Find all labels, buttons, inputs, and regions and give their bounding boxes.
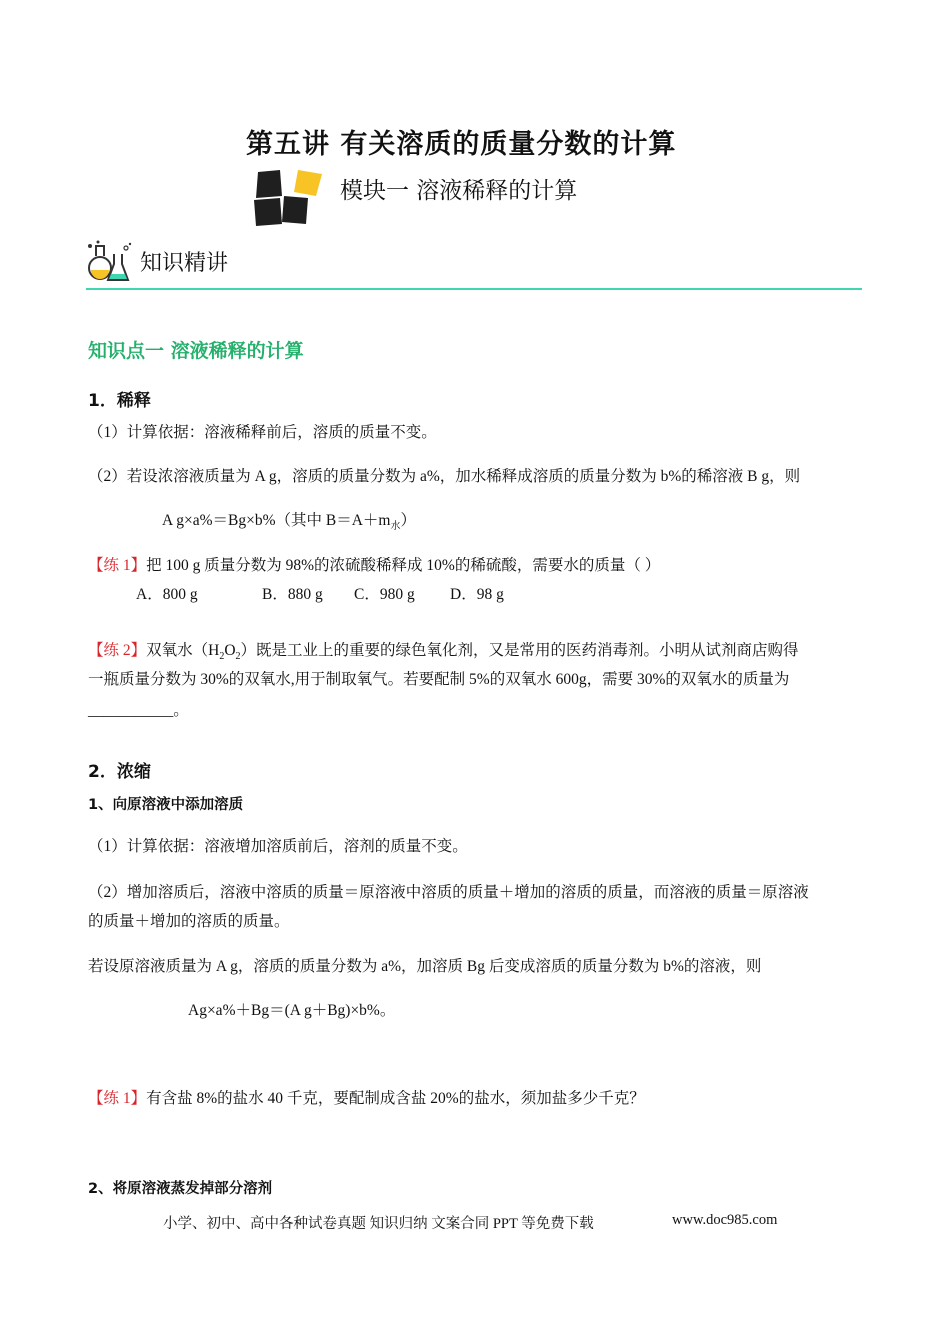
exercise-1: 【练 1】把 100 g 质量分数为 98%的浓硫酸稀释成 10%的稀硫酸，需要水的质量（ ） [88,557,661,574]
concentration-exercise-1-tag: 【练 1】 [88,1090,147,1107]
exercise-2-line-2: 一瓶质量分数为 30%的双氧水,用于制取氧气。若要配制 5%的双氧水 600g，需要 30%的双氧水的质量为 [88,671,790,688]
exercise-1-option-a: A．800 g [136,586,198,603]
knowledge-point-heading: 知识点一 溶液稀释的计算 [88,340,304,362]
concentration-setup: 若设原溶液质量为 A g，溶质的质量分数为 a%，加溶质 Bg 后变成溶质的质量分数为 b%的溶液，则 [88,958,762,975]
page-title: 第五讲 有关溶质的质量分数的计算 [246,129,677,160]
footer-url[interactable]: www.doc985.com [672,1212,778,1228]
exercise-1-option-b: B．880 g [262,586,323,603]
exercise-1-option-d: D．98 g [450,586,504,603]
lab-flask-icon [86,240,136,286]
section-dilution-heading: 1．稀释 [88,391,151,411]
banner-divider [86,288,862,290]
section-concentration-heading: 2．浓缩 [88,762,151,782]
concentration-explain-line-1: （2）增加溶质后，溶液中溶质的质量＝原溶液中溶质的质量＋增加的溶质的质量，而溶液的质量＝原溶液 [88,884,809,901]
concentration-exercise-1: 【练 1】有含盐 8%的盐水 40 千克，要配制成含盐 20%的盐水，须加盐多少千克？ [88,1090,645,1107]
footer-text: 小学、初中、高中各种试卷真题 知识归纳 文案合同 PPT 等免费下载 [163,1216,594,1232]
concentration-basis: （1）计算依据：溶液增加溶质前后，溶剂的质量不变。 [88,838,468,855]
module-title: 模块一 溶液稀释的计算 [340,178,578,204]
subsection-evaporate-heading: 2、将原溶液蒸发掉部分溶剂 [88,1181,273,1197]
exercise-2-line-1: 【练 2】双氧水$(H_2O_2)$既是工业上的重要的绿色氧化剂，又是常用的医药消毒剂。小明从试剂商店购得 [88,642,799,663]
exercise-1-option-c: C．980 g [354,586,415,603]
dilution-formula: A g×a%＝Bg×b%（其中 $B=A+m_水$） [162,512,416,533]
subsection-add-solute-heading: 1、向原溶液中添加溶质 [88,797,244,813]
section-banner-label: 知识精讲 [140,251,229,276]
concentration-formula: Ag×a%＋Bg＝(A g＋Bg)×b%。 [188,1002,396,1019]
dilution-basis: （1）计算依据：溶液稀释前后，溶质的质量不变。 [88,424,437,441]
exercise-2-answer-blank: ___________。 [88,702,189,719]
concentration-explain-line-2: 的质量＋增加的溶质的质量。 [88,913,290,930]
exercise-1-tag: 【练 1】 [88,557,147,574]
dilution-setup: （2）若设浓溶液质量为 A g，溶质的质量分数为 a%，加水稀释成溶质的质量分数为 b%的稀溶液 B g，则 [88,468,801,485]
module-squares-icon [250,166,330,228]
exercise-2-tag: 【练 2】 [88,642,147,659]
